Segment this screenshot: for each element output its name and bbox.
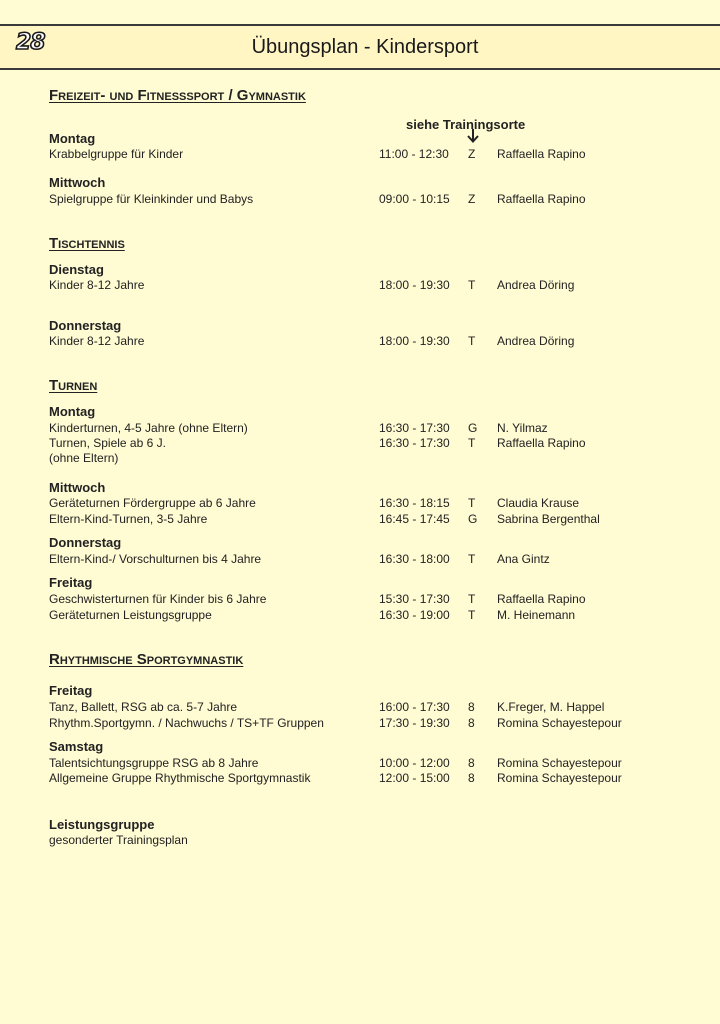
course-location: 8 [468, 756, 475, 770]
course-time: 10:00 - 12:00 [379, 756, 450, 770]
course-name: Kinderturnen, 4-5 Jahre (ohne Eltern) [49, 421, 248, 435]
day-label: Freitag [49, 575, 93, 590]
schedule-row [49, 496, 689, 512]
course-name: Geräteturnen Fördergruppe ab 6 Jahre [49, 496, 256, 510]
section-title-tischtennis: Tischtennis [49, 235, 125, 252]
course-location: T [468, 278, 476, 292]
schedule-row [49, 436, 689, 452]
course-name: Spielgruppe für Kleinkinder und Babys [49, 192, 254, 206]
course-trainer: K.Freger, M. Happel [497, 700, 605, 714]
course-time: 16:00 - 17:30 [379, 700, 450, 714]
day-label: Mittwoch [49, 480, 106, 495]
course-location: T [468, 496, 476, 510]
course-trainer: Andrea Döring [497, 278, 575, 292]
course-location: G [468, 421, 478, 435]
course-location: 8 [468, 716, 475, 730]
day-label: Donnerstag [49, 318, 122, 333]
course-time: 18:00 - 19:30 [379, 334, 450, 348]
day-label: Donnerstag [49, 535, 122, 550]
course-time: 16:30 - 18:00 [379, 552, 450, 566]
course-trainer: Ana Gintz [497, 552, 550, 566]
course-name: Rhythm.Sportgymn. / Nachwuchs / TS+TF Gruppen [49, 716, 324, 730]
course-name: Krabbelgruppe für Kinder [49, 147, 184, 161]
course-time: 12:00 - 15:00 [379, 771, 450, 785]
course-trainer: Romina Schayestepour [497, 756, 622, 770]
schedule-row [49, 592, 689, 608]
course-location: Z [468, 147, 476, 161]
day-label: Mittwoch [49, 175, 106, 190]
schedule-row [49, 756, 689, 772]
arrow-down-icon [466, 128, 480, 144]
course-time: 11:00 - 12:30 [379, 147, 449, 161]
course-trainer: Raffaella Rapino [497, 436, 586, 450]
course-trainer: Sabrina Bergenthal [497, 512, 600, 526]
course-trainer: M. Heinemann [497, 608, 576, 622]
schedule-row [49, 552, 689, 568]
leistungsgruppe-note: gesonderter Trainingsplan [49, 833, 188, 847]
section-title-turnen: Turnen [49, 377, 98, 394]
course-trainer: Raffaella Rapino [497, 192, 586, 206]
course-location: Z [468, 192, 476, 206]
course-trainer: N. Yilmaz [497, 421, 548, 435]
course-name: Kinder 8-12 Jahre [49, 334, 145, 348]
day-label: Montag [49, 404, 96, 419]
course-time: 16:30 - 18:15 [379, 496, 450, 510]
course-trainer: Andrea Döring [497, 334, 575, 348]
course-name: Allgemeine Gruppe Rhythmische Sportgymnastik [49, 771, 311, 785]
course-location: 8 [468, 771, 475, 785]
header-bottom-rule [0, 68, 720, 70]
section-title-rsg: Rhythmische Sportgymnastik [49, 651, 244, 668]
course-location: G [468, 512, 478, 526]
schedule-row [49, 334, 689, 350]
schedule-row [49, 421, 689, 437]
schedule-row [49, 278, 689, 294]
course-time: 16:45 - 17:45 [379, 512, 450, 526]
schedule-row [49, 700, 689, 716]
schedule-row [49, 771, 689, 787]
course-time: 09:00 - 10:15 [379, 192, 450, 206]
schedule-row [49, 147, 689, 163]
leistungsgruppe-title: Leistungsgruppe [49, 817, 155, 832]
course-trainer: Raffaella Rapino [497, 147, 586, 161]
course-name: Tanz, Ballett, RSG ab ca. 5-7 Jahre [49, 700, 238, 714]
course-name: Turnen, Spiele ab 6 J. [49, 436, 166, 450]
section-title-fitness: Freizeit- und Fitnesssport / Gymnastik [49, 87, 306, 104]
course-name: Geschwisterturnen für Kinder bis 6 Jahre [49, 592, 267, 606]
page-number: 28 [16, 30, 45, 55]
course-name: Eltern-Kind-/ Vorschulturnen bis 4 Jahre [49, 552, 262, 566]
course-location: T [468, 608, 476, 622]
schedule-row [49, 451, 689, 467]
course-name: Talentsichtungsgruppe RSG ab 8 Jahre [49, 756, 259, 770]
course-time: 15:30 - 17:30 [379, 592, 450, 606]
course-name: Eltern-Kind-Turnen, 3-5 Jahre [49, 512, 208, 526]
course-time: 17:30 - 19:30 [379, 716, 450, 730]
course-time: 16:30 - 19:00 [379, 608, 450, 622]
day-label: Freitag [49, 683, 93, 698]
page-title: Übungsplan - Kindersport [251, 36, 479, 58]
course-trainer: Romina Schayestepour [497, 771, 622, 785]
course-location: T [468, 436, 476, 450]
course-location: 8 [468, 700, 475, 714]
course-location: T [468, 334, 476, 348]
course-name: Geräteturnen Leistungsgruppe [49, 608, 212, 622]
course-time: 18:00 - 19:30 [379, 278, 450, 292]
course-name: Kinder 8-12 Jahre [49, 278, 145, 292]
legend-note: siehe Trainingsorte [406, 117, 526, 132]
course-trainer: Raffaella Rapino [497, 592, 586, 606]
course-trainer: Claudia Krause [497, 496, 580, 510]
schedule-row [49, 512, 689, 528]
course-location: T [468, 552, 476, 566]
day-label: Dienstag [49, 262, 104, 277]
header-top-rule [0, 24, 720, 26]
course-time: 16:30 - 17:30 [379, 421, 450, 435]
schedule-row [49, 608, 689, 624]
schedule-row [49, 716, 689, 732]
course-trainer: Romina Schayestepour [497, 716, 622, 730]
schedule-row [49, 192, 689, 208]
day-label: Montag [49, 131, 96, 146]
course-name: (ohne Eltern) [49, 451, 119, 465]
day-label: Samstag [49, 739, 104, 754]
course-time: 16:30 - 17:30 [379, 436, 450, 450]
course-location: T [468, 592, 476, 606]
